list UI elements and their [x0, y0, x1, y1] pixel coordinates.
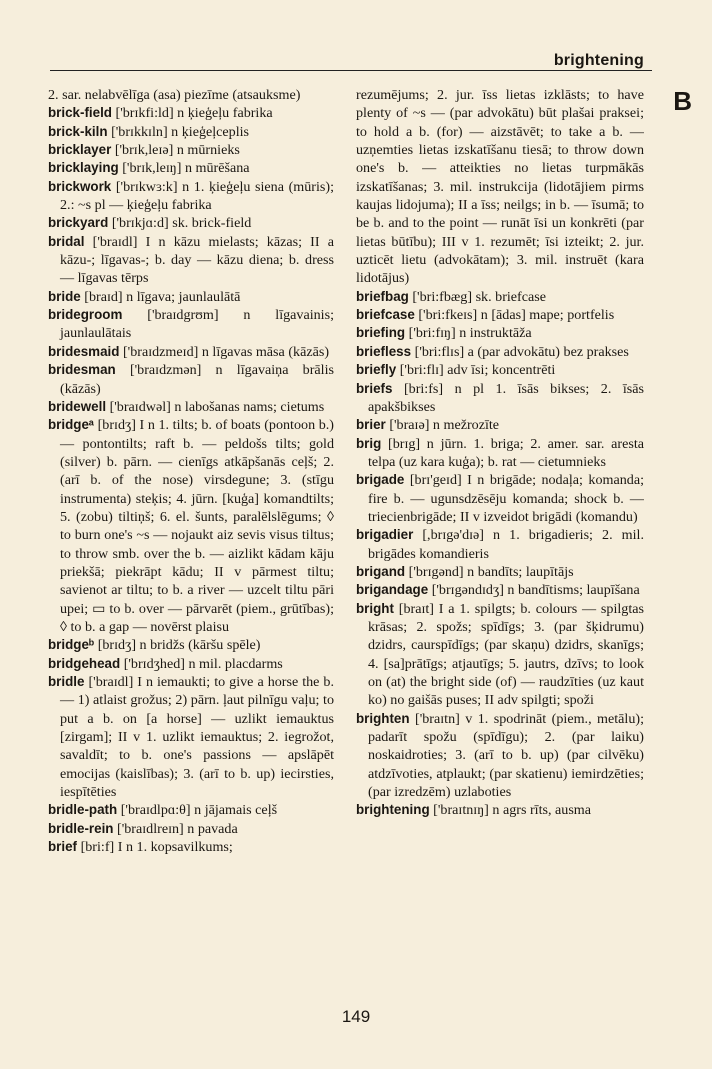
entry-definition: ['brɪgəndɪdʒ] n bandītisms; laupīšana — [431, 582, 640, 599]
entry-definition: ['bri:flɪs] a (par advokātu) bez prakses — [414, 343, 629, 360]
dictionary-entry — [48, 673, 334, 801]
headword: bridgehead — [48, 655, 121, 671]
dictionary-entry — [356, 801, 644, 819]
header-rule — [50, 70, 652, 71]
entry-definition: ['brɪk,leɪŋ] n mūrēšana — [122, 160, 250, 177]
headword: bridle-path — [48, 802, 118, 818]
headword: briefs — [356, 380, 393, 396]
entry-definition: ['brɪgənd] n bandīts; laupītājs — [408, 563, 574, 580]
dictionary-entry — [48, 416, 334, 636]
dictionary-entry — [356, 86, 644, 288]
headword: bridegroom — [48, 307, 123, 323]
headword: bride — [48, 288, 81, 304]
headword: brick-field — [48, 105, 112, 121]
entry-definition: ['braɪdwəl] n labošanas nams; cietums — [109, 398, 325, 415]
dictionary-entry — [356, 343, 644, 361]
headword: briefly — [356, 362, 397, 378]
headword: brigadier — [356, 527, 414, 543]
dictionary-entry — [48, 214, 334, 232]
entry-definition: ['brɪkkɪln] n ķieģeļceplis — [111, 123, 250, 140]
dictionary-entry — [356, 526, 644, 563]
dictionary-entry — [48, 233, 334, 288]
dictionary-entry — [356, 380, 644, 417]
entry-definition: [brɪdʒ] I n 1. tilts; b. of boats (pontoon b.) — pontontilts; raft b. — peldošs tilts; gold (silver) b. pārn. — cienīgs atkāpšanās ceļš; 2. (arī b. of the nose) virsdegune; 3. (stīgu instrumenta) steķis; 4. jūrn. [kuģa] komandtilts; 5. (zobu) tiltiņš; 6. el. šunts, paralēlslēgums; ◊ to burn one's ~s — nojaukt aiz sevis visus tiltus; to throw smb. over the b. — aizlikt kādam kāju priekšā; piekrāpt kādu; II v pārmest tiltu; savienot ar tiltu; to b. a river — uzcelt tiltu pāri upei; ▭ to b. over — pārvarēt (piem., grūtības); ◊ to b. a gap — novērst plaisu — [60, 417, 334, 635]
entry-definition: [bri:f] I n 1. kopsavilkums; — [80, 839, 233, 856]
entry-definition: ['braɪtnɪŋ] n agrs rīts, ausma — [433, 802, 592, 819]
entry-definition: [brɪg] n jūrn. 1. briga; 2. amer. sar. aresta telpa (uz kara kuģa); b. rat — cietumnieks — [368, 435, 644, 470]
dictionary-entry — [48, 141, 334, 159]
entry-definition: ['brɪk,leɪə] n mūrnieks — [114, 142, 240, 159]
entry-definition: ['bri:fɪŋ] n instruktāža — [408, 325, 532, 342]
dictionary-entry — [48, 306, 334, 343]
entry-definition: ['braɪə] n mežrozīte — [389, 417, 500, 434]
headword: brigand — [356, 563, 406, 579]
running-head: brightening — [553, 52, 644, 69]
dictionary-entry — [356, 416, 644, 434]
page-number: 149 — [341, 1007, 371, 1026]
dictionary-entry — [356, 563, 644, 581]
entry-definition: [braɪd] n līgava; jaunlaulātā — [84, 288, 241, 305]
dictionary-entry — [48, 104, 334, 122]
dictionary-entry — [48, 178, 334, 215]
headword: bricklayer — [48, 142, 112, 158]
entry-definition: [braɪt] I a 1. spilgts; b. colours — spilgtas krāsas; 2. spožs; spīdīgs; 3. (par šķidrumu) dzidrs, caurspīdīgs; (par skaņu) dzidrs, skanīgs; 4. [sa]prātīgs; atjautīgs; 5. jautrs, dzīvs; to look on (at) the bright side (of) — raudzīties (uz kaut ko) no gaišās puses; II adv spilgti; spoži — [368, 600, 644, 709]
entry-definition: [brɪdʒ] n bridžs (kāršu spēle) — [97, 637, 261, 654]
entry-definition: [bri:fs] n pl 1. īsās bikses; 2. īsās apakšbikses — [368, 380, 644, 415]
dictionary-entry — [48, 123, 334, 141]
headword: brickyard — [48, 215, 109, 231]
headword: bridal — [48, 233, 85, 249]
entry-definition: ['braɪdzmeɪd] n līgavas māsa (kāzās) — [122, 343, 330, 360]
headword: brief — [48, 839, 78, 855]
dictionary-entry — [356, 435, 644, 472]
dictionary-entry — [356, 361, 644, 379]
headword: brigandage — [356, 582, 429, 598]
headword: bridewell — [48, 398, 107, 414]
entry-definition: rezumējums; 2. jur. īss lietas izklāsts; to have plenty of ~s — (par advokātu) būt plašai praksei; to hold a b. (for) — aizstāvēt; to take a b. — uzņemties lietas izskatīšanu tiesā; to throw down one's b. — atteikties no lietas turpmākās izskatīšanas; 3. mil. instrukcija (lidotājiem pirms kaujas lidojuma); II a īss; neilgs; in b. — īsumā; to be b. and to the point — runāt īsi un konkrēti (par lietas būtību); III v 1. rezumēt; īsi izteikt; 2. jur. uzticēt lietu (advokātam); 3. mil. instruēt (kara lidotājus) — [356, 87, 644, 287]
dictionary-entry — [48, 361, 334, 398]
headword: bright — [356, 600, 394, 616]
entry-definition: ['brɪkwɜ:k] n 1. ķieģeļu siena (mūris); 2.: ~s pl — ķieģeļu fabrika — [60, 178, 334, 214]
headword: briefless — [356, 343, 412, 359]
dictionary-entry — [48, 636, 334, 654]
headword: brick-kiln — [48, 123, 108, 139]
headword: briefing — [356, 325, 406, 341]
dictionary-entry — [48, 655, 334, 673]
thumb-index-letter: B — [673, 86, 692, 116]
dictionary-entry — [356, 471, 644, 526]
dictionary-entry — [356, 324, 644, 342]
headword: briefcase — [356, 307, 415, 323]
dictionary-entry — [48, 398, 334, 416]
headword: brigade — [356, 472, 405, 488]
left-column — [48, 86, 334, 1016]
headword: brig — [356, 435, 382, 451]
headword: brickwork — [48, 178, 112, 194]
headword: briefbag — [356, 288, 409, 304]
headword: bridgeᵃ — [48, 417, 94, 433]
dictionary-entry — [356, 288, 644, 306]
dictionary-entry — [356, 600, 644, 710]
dictionary-entry — [48, 159, 334, 177]
headword: bridle-rein — [48, 820, 114, 836]
dictionary-entry — [48, 288, 334, 306]
entry-definition: ['brɪkfi:ld] n ķieģeļu fabrika — [115, 105, 273, 122]
entry-definition: [,brɪgə'dɪə] n 1. brigadieris; 2. mil. brigādes komandieris — [368, 527, 644, 562]
headword: bridgeᵇ — [48, 637, 95, 653]
dictionary-entry — [48, 801, 334, 819]
dictionary-entry — [48, 343, 334, 361]
headword: brighten — [356, 710, 410, 726]
entry-definition: ['brɪkjɑ:d] sk. brick-field — [111, 215, 252, 232]
right-column — [356, 86, 644, 1016]
entry-definition: 2. sar. nelabvēlīga (asa) piezīme (atsauksme) — [48, 87, 301, 103]
headword: bridle — [48, 674, 85, 689]
dictionary-entry — [48, 838, 334, 856]
headword: brightening — [356, 802, 430, 818]
entry-definition: ['braɪdlpɑ:θ] n jājamais ceļš — [120, 802, 278, 819]
entry-definition: ['braɪdgrʊm] n līgavainis; jaunlaulātais — [60, 307, 334, 342]
headword: bridesmaid — [48, 343, 120, 359]
entry-definition: ['braɪtn] v 1. spodrināt (piem., metālu); padarīt spožu (spīdīgu); 2. (par laiku) noskaidroties; 3. (arī to b. up) (par cilvēku) atdzīvoties, atplaukt; (par skatienu) iemirdzēties; (par izredzēm) uzlaboties — [368, 710, 644, 801]
entry-definition: ['bri:fbæg] sk. briefcase — [412, 288, 547, 305]
headword: bricklaying — [48, 160, 119, 176]
entry-definition: ['braɪdl] I n kāzu mielasts; kāzas; II a kāzu-; līgavas-; b. day — kāzu diena; b. dress — līgavas tērps — [60, 233, 334, 287]
entry-definition: [brɪ'geɪd] I n brigāde; nodaļa; komanda; fire b. — ugunsdzēsēju komanda; shock b. — triecienbrigāde; II v izveidot brigādi (komandu) — [368, 472, 644, 525]
headword: bridesman — [48, 362, 116, 378]
dictionary-entry — [356, 581, 644, 599]
entry-definition: ['braɪdlreɪn] n pavada — [117, 820, 238, 837]
entry-definition: ['brɪdʒhed] n mil. placdarms — [123, 655, 283, 672]
entry-definition: ['bri:fkeɪs] n [ādas] mape; portfelis — [418, 307, 615, 324]
dictionary-entry — [48, 820, 334, 838]
entry-definition: ['bri:flɪ] adv īsi; koncentrēti — [399, 362, 556, 379]
headword: brier — [356, 417, 386, 433]
dictionary-entry — [356, 710, 644, 802]
dictionary-entry — [356, 306, 644, 324]
dictionary-entry — [48, 86, 334, 104]
entry-definition: ['braɪdl] I n iemaukti; to give a horse the b. — 1) atlaist grožus; 2) pārn. ļaut pilnīgu vaļu; to put a b. on [a horse] — uzlikt iemauktus [zirgam]; II v 1. uzlikt iemauktus; 2. iegrožot, savaldīt; to b. one's passions — apslāpēt emocijas (kaislības); 3. (arī to b. up) iecirsties, iespītēties — [60, 674, 334, 801]
entry-definition: ['braɪdzmən] n līgavaiņa brālis (kāzās) — [60, 362, 334, 397]
